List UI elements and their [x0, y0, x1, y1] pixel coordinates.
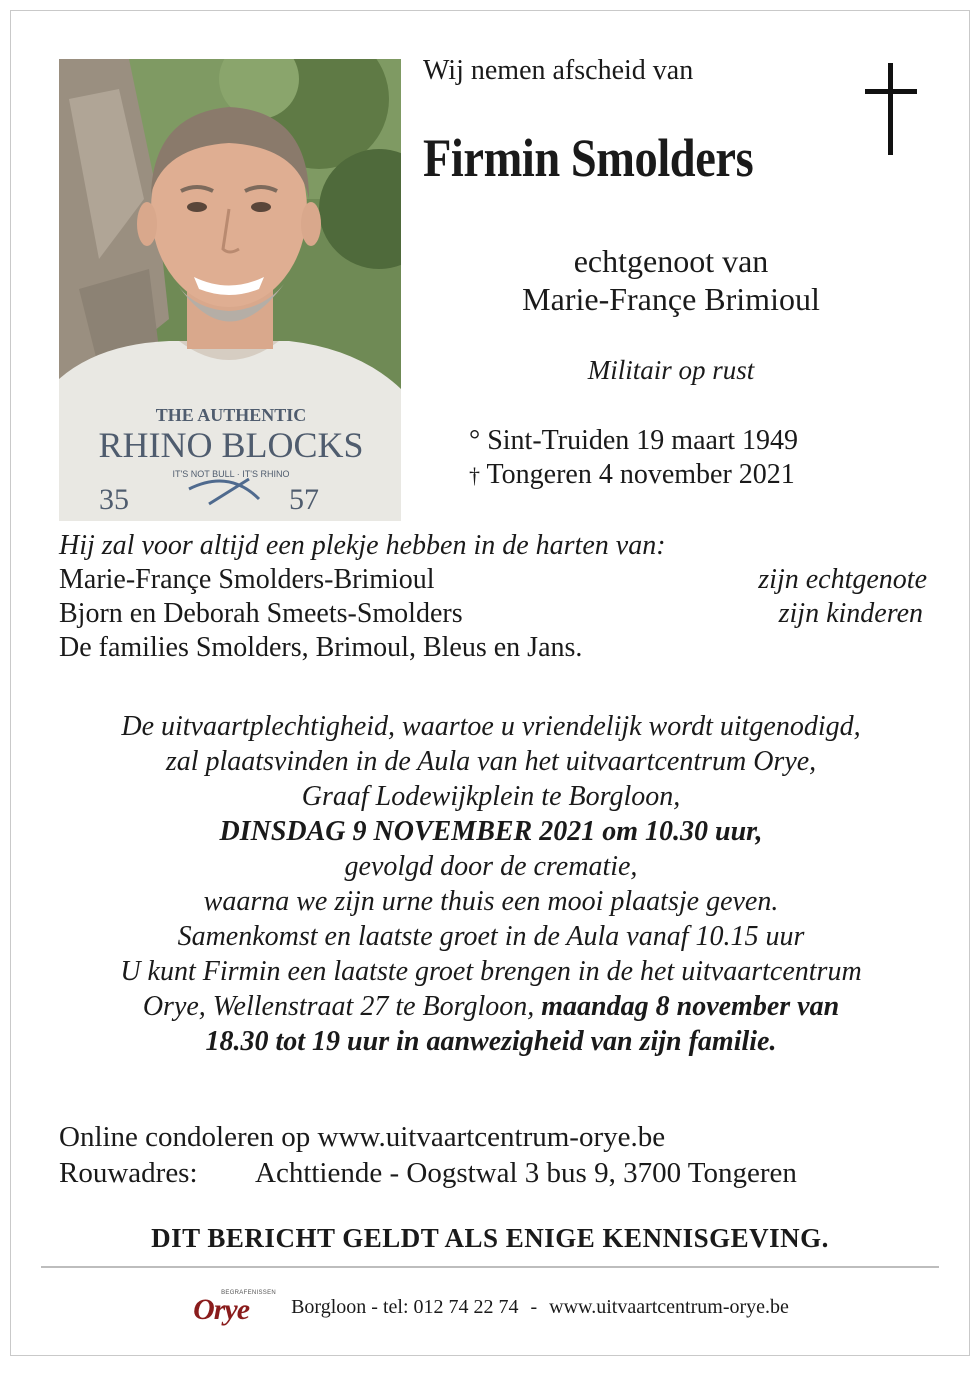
ceremony-date: DINSDAG 9 NOVEMBER 2021 om 10.30 uur,	[219, 816, 763, 847]
mourner-name: Marie-Françe Smolders-Brimioul	[59, 564, 435, 595]
mourner-relation: zijn echtgenote	[758, 564, 927, 595]
intro-text: Wij nemen afscheid van	[423, 55, 694, 86]
mourner-name: Bjorn en Deborah Smeets-Smolders	[59, 598, 463, 629]
birth-symbol: °	[469, 425, 481, 456]
shirt-print-line3: IT'S NOT BULL · IT'S RHINO	[172, 469, 290, 479]
footer-separator: -	[530, 1295, 538, 1318]
mourner-row	[59, 597, 927, 631]
obituary-card	[10, 10, 970, 1356]
mourners-lead: Hij zal voor altijd een plekje hebben in de harten van:	[59, 530, 666, 561]
mourning-address	[59, 1155, 797, 1191]
mourner-row	[59, 631, 927, 665]
shirt-print-line2: RHINO BLOCKS	[98, 425, 364, 465]
mourner-relation: zijn kinderen	[778, 598, 923, 629]
ceremony-line	[31, 989, 951, 1024]
portrait-photo	[59, 59, 401, 521]
address-value: Achttiende - Oogstwal 3 bus 9, 3700 Tongeren	[255, 1157, 797, 1189]
notice-text: DIT BERICHT GELDT ALS ENIGE KENNISGEVING.	[151, 1223, 829, 1253]
address-label: Rouwadres:	[59, 1157, 198, 1189]
footer	[11, 1287, 969, 1327]
mourner-row	[59, 563, 927, 597]
shirt-print-line1: THE AUTHENTIC	[155, 405, 307, 425]
footer-phone: Borgloon - tel: 012 74 22 74	[291, 1295, 519, 1318]
deceased-name: Firmin Smolders	[423, 128, 754, 188]
logo-word: Orye	[193, 1293, 250, 1326]
mourners-section	[59, 529, 927, 665]
spouse-label: echtgenoot van	[573, 243, 769, 279]
spouse-name: Marie-Françe Brimioul	[522, 281, 820, 317]
shirt-number-right: 57	[289, 483, 319, 516]
death-details: Tongeren 4 november 2021	[486, 459, 795, 490]
ceremony-line: De uitvaartplechtigheid, waartoe u vriendelijk wordt uitgenodigd,	[121, 711, 861, 742]
mourner-name: De families Smolders, Brimoul, Bleus en Jans.	[59, 632, 583, 663]
visit-location: Orye, Wellenstraat 27 te Borgloon,	[142, 991, 535, 1022]
ceremony-line: gevolgd door de crematie,	[344, 851, 638, 882]
birth-details: Sint-Truiden 19 maart 1949	[487, 425, 799, 456]
logo-subtitle: BEGRAFENISSEN	[221, 1290, 277, 1296]
ceremony-line: waarna we zijn urne thuis een mooi plaatsje geven.	[203, 886, 779, 917]
death-symbol: †	[469, 463, 480, 488]
shirt-number-left: 35	[99, 483, 129, 516]
visit-date: maandag 8 november van	[541, 991, 840, 1022]
cross-icon	[863, 61, 919, 157]
ceremony-section	[31, 709, 951, 1059]
ceremony-line: U kunt Firmin een laatste groet brengen in de het uitvaartcentrum	[120, 956, 862, 987]
ceremony-line: zal plaatsvinden in de Aula van het uitvaartcentrum Orye,	[165, 746, 817, 777]
occupation: Militair op rust	[587, 355, 755, 385]
contact-section	[59, 1119, 797, 1191]
online-condolences: Online condoleren op www.uitvaartcentrum-orye.be	[59, 1121, 666, 1153]
visit-time: 18.30 tot 19 uur in aanwezigheid van zijn familie.	[205, 1026, 777, 1057]
footer-divider	[41, 1266, 939, 1268]
footer-website[interactable]: www.uitvaartcentrum-orye.be	[549, 1295, 789, 1318]
ceremony-line: Graaf Lodewijkplein te Borgloon,	[301, 781, 681, 812]
death-line	[469, 459, 795, 491]
birth-line	[469, 425, 798, 457]
orye-logo	[191, 1287, 277, 1327]
ceremony-line: Samenkomst en laatste groet in de Aula vanaf 10.15 uur	[177, 921, 805, 952]
